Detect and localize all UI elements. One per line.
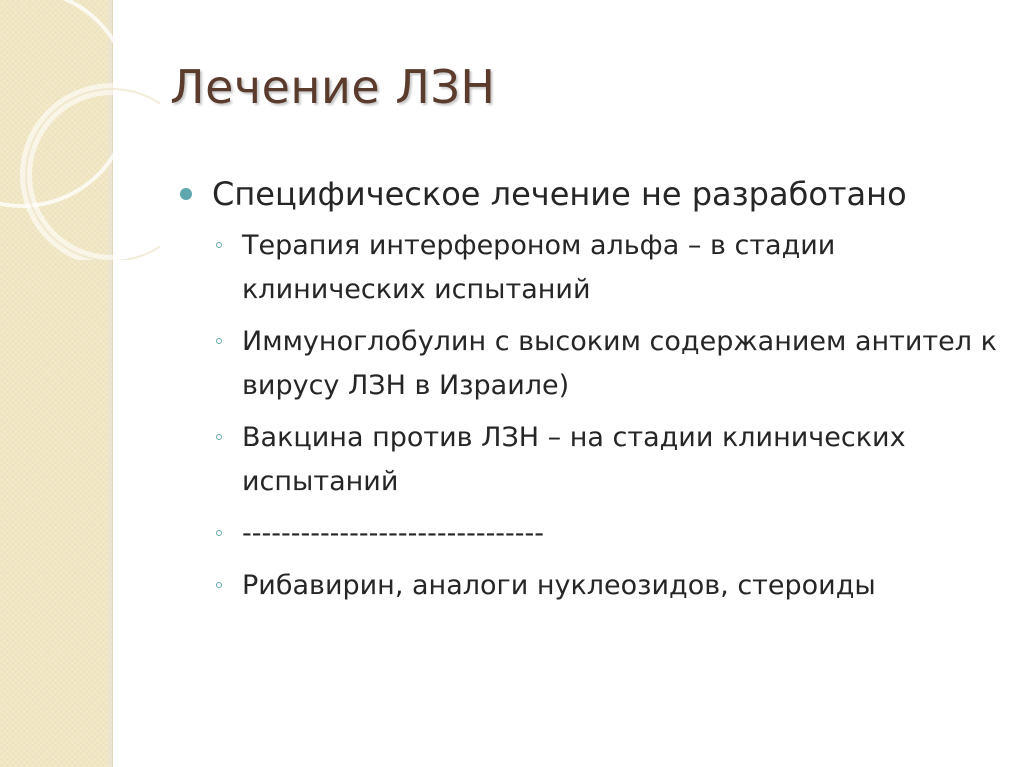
sub-bullet-item (216, 320, 1002, 408)
filled-circle-bullet-icon (180, 188, 192, 200)
sub-bullet-list (216, 224, 1000, 608)
sub-bullet-item (216, 564, 1002, 608)
hollow-circle-bullet-icon (216, 242, 222, 248)
decorative-rings-icon (0, 0, 160, 260)
sub-bullet-item (216, 416, 1002, 504)
bullet-text: Специфическое лечение не разработано (212, 175, 907, 213)
sub-bullet-item (216, 512, 1002, 556)
bullet-list (180, 172, 1000, 616)
sub-bullet-text: Вакцина против ЛЗН – на стадии клинических испытаний (242, 422, 906, 497)
slide-title: Лечение ЛЗН (170, 60, 496, 114)
sub-bullet-text: Терапия интерфероном альфа – в стадии клинических испытаний (242, 230, 836, 305)
hollow-circle-bullet-icon (216, 582, 222, 588)
sub-bullet-text: Иммуноглобулин с высоким содержанием антител к вирусу ЛЗН в Израиле) (242, 326, 997, 401)
hollow-circle-bullet-icon (216, 338, 222, 344)
hollow-circle-bullet-icon (216, 434, 222, 440)
sub-bullet-text: Рибавирин, аналоги нуклеозидов, стероиды (242, 570, 876, 601)
sub-bullet-item (216, 224, 1002, 312)
hollow-circle-bullet-icon (216, 530, 222, 536)
bullet-item (180, 172, 1000, 216)
sub-bullet-text: ------------------------------- (242, 518, 545, 549)
